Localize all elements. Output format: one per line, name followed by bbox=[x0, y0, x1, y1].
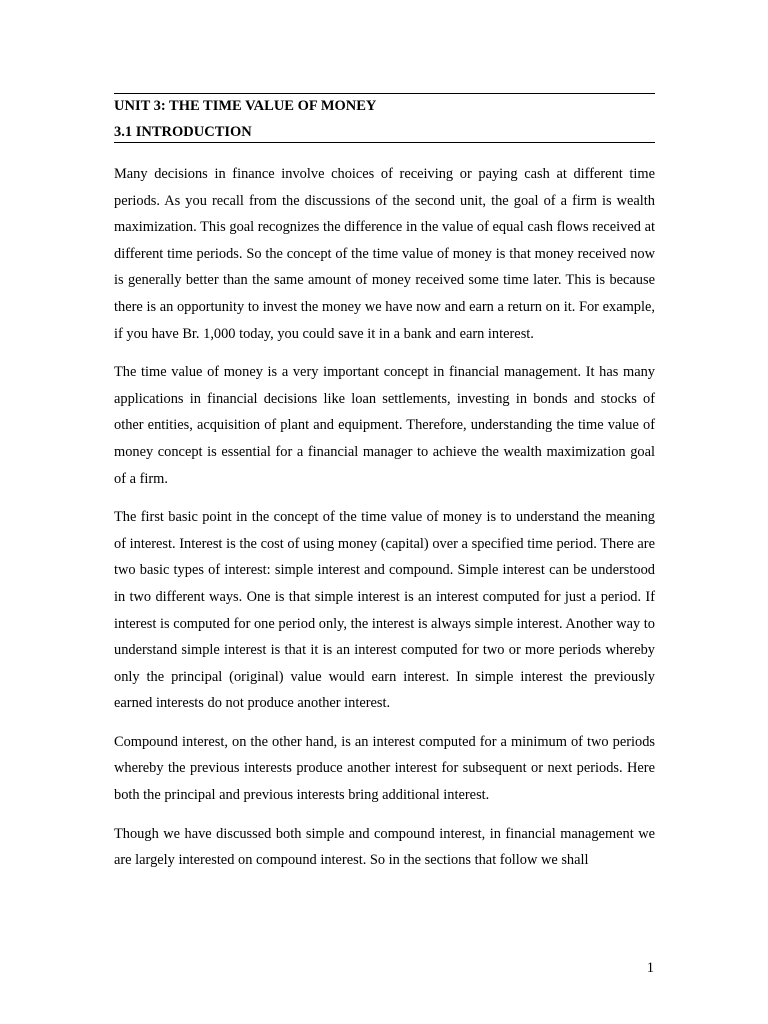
paragraph: Many decisions in finance involve choices of receiving or paying cash at different time periods. As you recall from the discussions of the second unit, the goal of a firm is wealth maximization. This goal recognizes the difference in the value of equal cash flows received at different time periods. So the concept of the time value of money is that money received now is generally better than the same amount of money received some time later. This is because there is an opportunity to invest the money we have now and earn a return on it. For example, if you have Br. 1,000 today, you could save it in a bank and earn interest. bbox=[114, 166, 655, 342]
section-title: 3.1 INTRODUCTION bbox=[114, 124, 252, 140]
paragraph: Compound interest, on the other hand, is an interest computed for a minimum of two periods whereby the previous interests produce another interest for subsequent or next periods. Here both the principal and previous interests bring additional interest. bbox=[114, 733, 655, 804]
paragraph: The first basic point in the concept of the time value of money is to understand the meaning of interest. Interest is the cost of using money (capital) over a specified time period. There are two basic types of interest: simple interest and compound. Simple interest can be understood in two different ways. One is that simple interest is an interest computed for just a period. If interest is computed for one period only, the interest is always simple interest. Another way to understand simple interest is that it is an interest computed for two or more periods whereby only the principal (original) value would earn interest. In simple interest the previously earned interests do not produce another interest. bbox=[114, 509, 655, 712]
paragraph: The time value of money is a very important concept in financial management. It has many applications in financial decisions like loan settlements, investing in bonds and stocks of other entities, acquisition of plant and equipment. Therefore, understanding the time value of money concept is essential for a financial manager to achieve the wealth maximization goal of a firm. bbox=[114, 364, 655, 487]
unit-title: UNIT 3: THE TIME VALUE OF MONEY bbox=[114, 98, 377, 114]
page-number: 1 bbox=[646, 960, 654, 976]
top-rule bbox=[114, 93, 655, 94]
paragraph: Though we have discussed both simple and compound interest, in financial management we are largely interested on compound interest. So in the sections that follow we shall bbox=[114, 825, 655, 869]
body-text bbox=[114, 161, 655, 886]
heading-block bbox=[114, 93, 655, 143]
bottom-rule bbox=[114, 142, 655, 143]
